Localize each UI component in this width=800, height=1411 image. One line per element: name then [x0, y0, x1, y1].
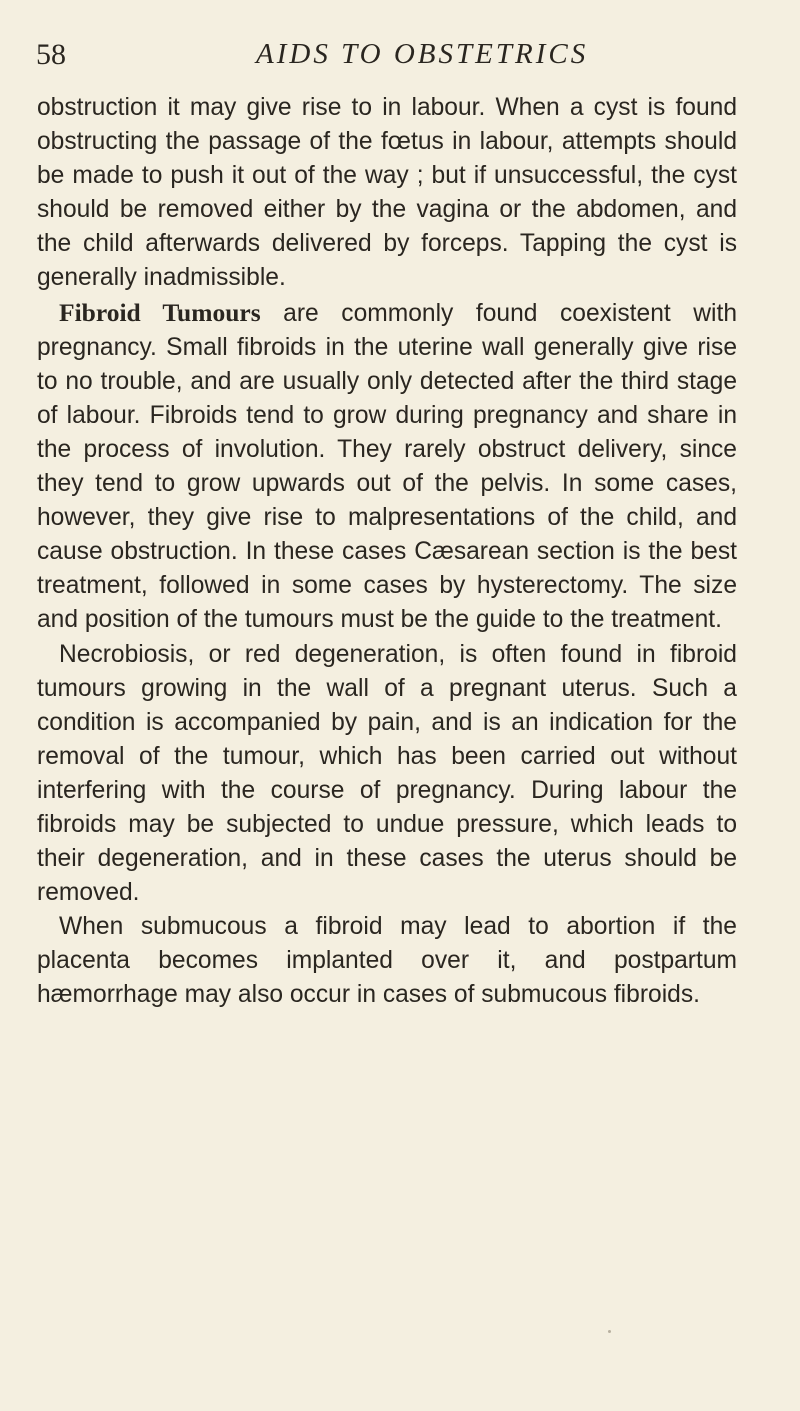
paragraph-text: Necrobiosis, or red degeneration, is often found in fibroid tumours growing in the wall of a pregnant uterus. Such a condition is accompanied by pain, and is an indication for the removal of the tumour, which has been carried out without interfering with the course of pregnancy. During labour the fibroids may be subjected to undue pressure, which leads to their degeneration, and in these cases the uterus should be removed.	[37, 640, 737, 907]
page-header	[36, 34, 764, 78]
page-number: 58	[36, 38, 66, 71]
body-text	[37, 91, 737, 1013]
paragraph-cyst-obstruction	[37, 91, 737, 296]
paragraph-submucous-fibroid	[37, 910, 737, 1012]
paragraph-fibroid-tumours	[37, 296, 737, 638]
paragraph-text: are commonly found coexistent with pregnancy. Small fibroids in the uterine wall generally give rise to no trouble, and are usually only detected after the third stage of labour. Fibroids tend to grow during pregnancy and share in the process of involution. They rarely obstruct delivery, since they tend to grow upwards out of the pelvis. In some cases, however, they give rise to malpresentations of the child, and cause obstruction. In these cases Cæsarean section is the best treatment, followed in some cases by hysterectomy. The size and position of the tumours must be the guide to the treatment.	[37, 299, 737, 634]
paragraph-text: When submucous a fibroid may lead to abortion if the placenta becomes implanted over it, and postpartum hæmorrhage may also occur in cases of submucous fibroids.	[37, 913, 737, 1009]
paragraph-text: obstruction it may give rise to in labour. When a cyst is found obstructing the passage of the fœtus in labour, attempts should be made to push it out of the way ; but if unsuccessful, the cyst should be removed either by the vagina or the abdomen, and the child afterwards delivered by forceps. Tapping the cyst is generally inadmissible.	[37, 94, 737, 292]
paper-speck	[608, 1330, 611, 1333]
paragraph-necrobiosis	[37, 638, 737, 911]
section-run-in-heading: Fibroid Tumours	[59, 297, 261, 327]
running-title: AIDS TO OBSTETRICS	[256, 38, 589, 70]
